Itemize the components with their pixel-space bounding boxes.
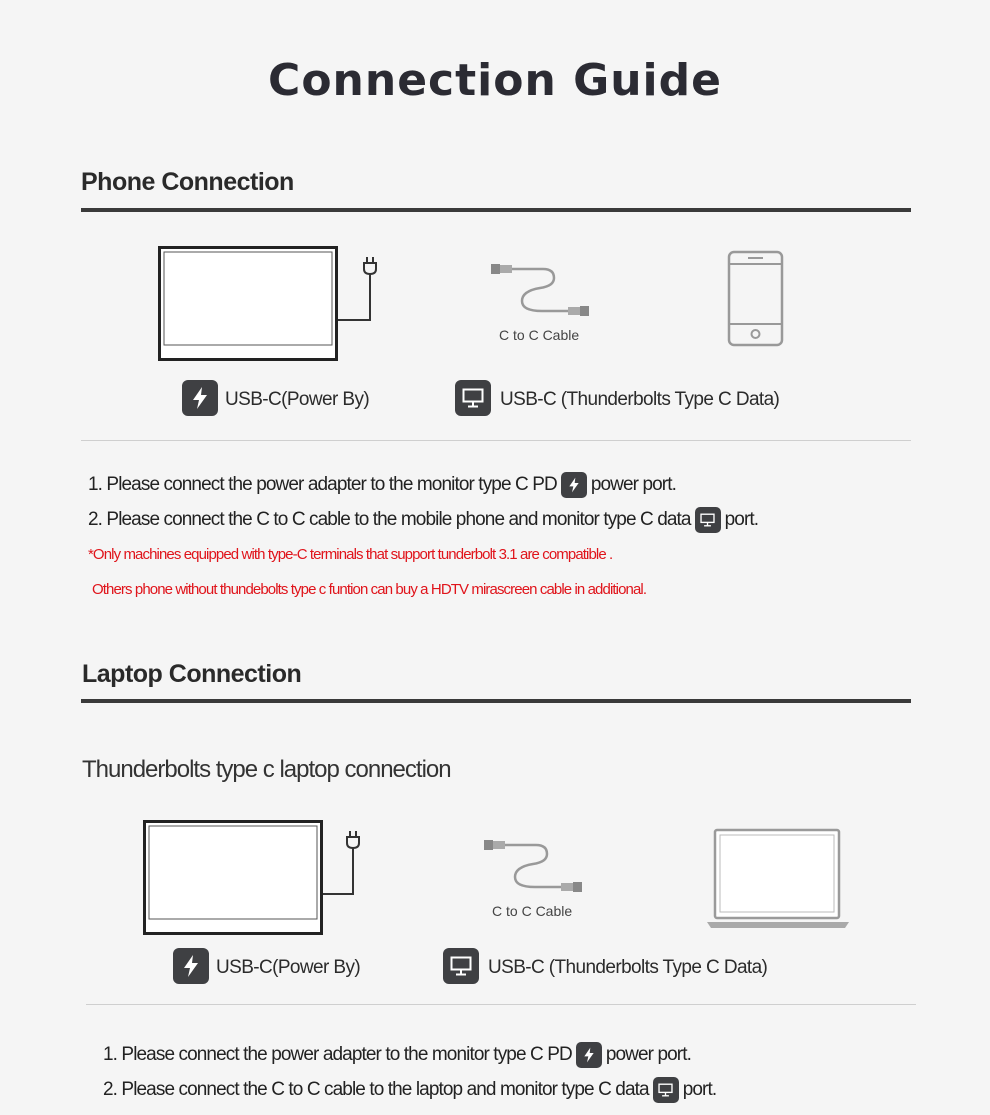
cable-label: C to C Cable: [492, 903, 573, 919]
phone-step-1: [88, 472, 676, 498]
phone-heading-divider: [81, 208, 911, 212]
power-bolt-icon: [576, 1042, 602, 1068]
laptop-step-2-suffix: port.: [682, 1079, 717, 1101]
laptop-step-2-text: 2. Please connect the C to C cable to the laptop and monitor type C data: [103, 1079, 649, 1101]
power-port-label: USB-C(Power By): [216, 957, 361, 978]
phone-section-heading: Phone Connection: [81, 168, 294, 196]
usb-c-cable-icon: [488, 258, 598, 324]
power-bolt-icon: [561, 472, 587, 498]
monitor-data-icon: [653, 1077, 679, 1103]
phone-step-2-suffix: port.: [724, 509, 759, 531]
usb-c-cable-icon: [481, 834, 591, 900]
cable-label: C to C Cable: [499, 327, 580, 343]
mirascreen-note: Others phone without thundebolts type c funtion can buy a HDTV mirascreen cable in additional.: [92, 581, 647, 598]
laptop-heading-divider: [81, 699, 911, 703]
data-port-label: USB-C (Thunderbolts Type C Data): [488, 957, 768, 978]
phone-icon: [727, 250, 785, 348]
phone-step-1-text: 1. Please connect the power adapter to the monitor type C PD: [88, 474, 557, 496]
laptop-step-2: [103, 1077, 716, 1103]
power-bolt-icon: [182, 380, 218, 416]
monitor-data-icon: [695, 507, 721, 533]
portable-monitor-icon: [143, 820, 373, 938]
laptop-step-1-suffix: power port.: [605, 1044, 691, 1066]
monitor-data-icon: [443, 948, 479, 984]
laptop-step-1: [103, 1042, 691, 1068]
plug-icon: [345, 830, 361, 858]
power-port-label: USB-C(Power By): [225, 389, 370, 410]
power-bolt-icon: [173, 948, 209, 984]
phone-step-1-suffix: power port.: [590, 474, 676, 496]
page-title: Connection Guide: [268, 55, 722, 106]
plug-icon: [362, 256, 378, 284]
phone-step-2: [88, 507, 758, 533]
laptop-section-heading: Laptop Connection: [82, 660, 302, 688]
portable-monitor-icon: [158, 246, 388, 364]
laptop-step-1-text: 1. Please connect the power adapter to the monitor type C PD: [103, 1044, 572, 1066]
laptop-icon: [707, 828, 849, 930]
monitor-data-icon: [455, 380, 491, 416]
laptop-subheading: Thunderbolts type c laptop connection: [82, 756, 451, 783]
phone-step-2-text: 2. Please connect the C to C cable to the mobile phone and monitor type C data: [88, 509, 691, 531]
phone-legend-divider: [81, 440, 911, 441]
compatibility-note: *Only machines equipped with type-C terminals that support tunderbolt 3.1 are compatible .: [88, 546, 613, 563]
laptop-legend-divider: [86, 1004, 916, 1005]
data-port-label: USB-C (Thunderbolts Type C Data): [500, 389, 780, 410]
